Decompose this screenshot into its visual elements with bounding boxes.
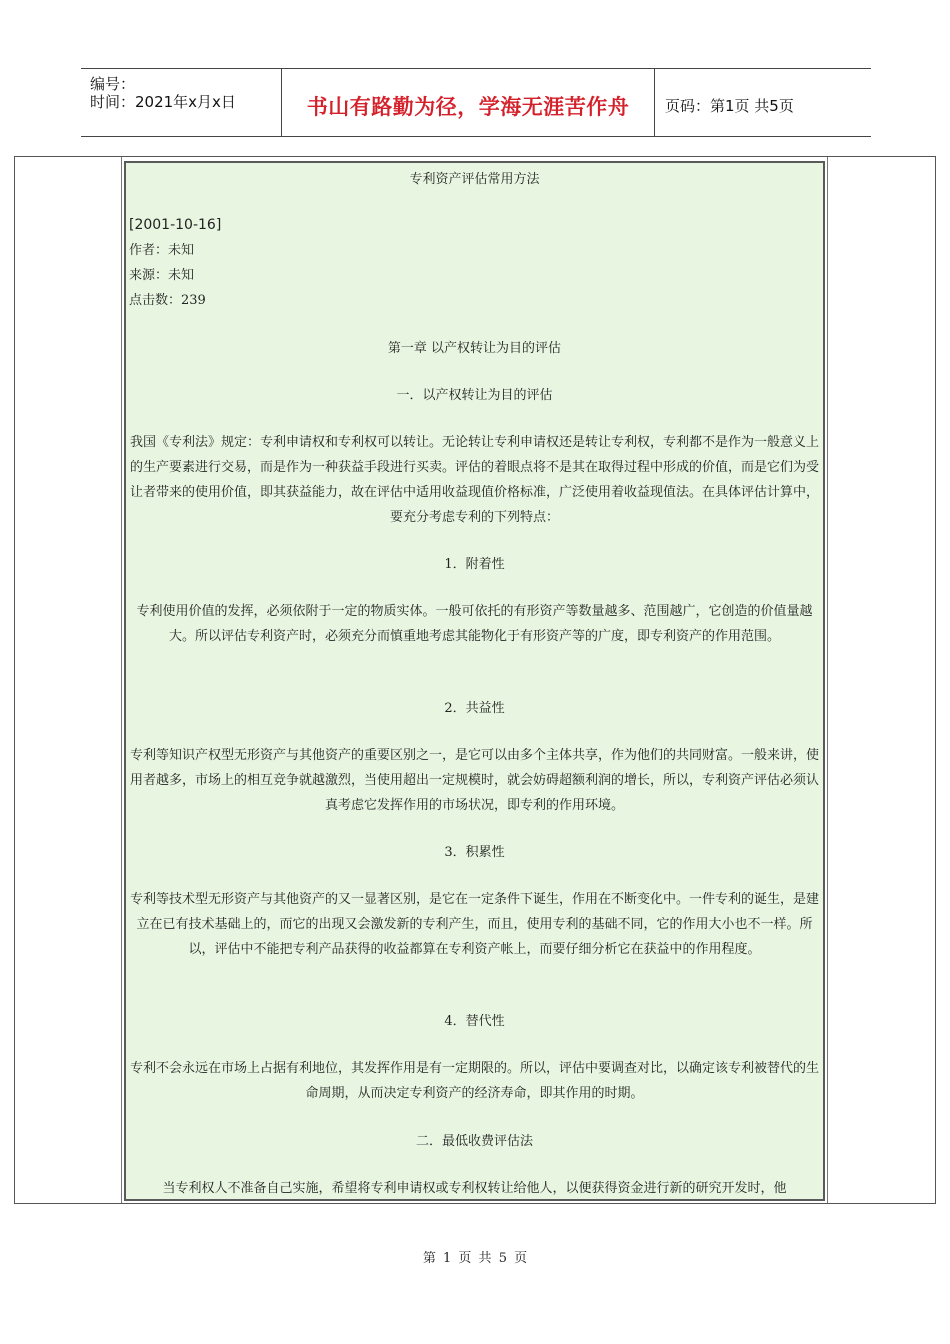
page-label: 页码：第1页 共5页 [665,97,794,115]
article-source: 来源：未知 [129,268,195,283]
subsection-heading: 2．共益性 [444,701,505,716]
paragraph: 当专利权人不准备自己实施，希望将专利申请权或专利权转让给他人，以便获得资金进行新的研究开发时，他 [162,1181,787,1196]
article-author: 作者：未知 [129,243,195,258]
page-footer: 第 1 页 共 5 页 [422,1251,528,1266]
header-table [81,68,871,137]
chapter-heading: 第一章 以产权转让为目的评估 [387,341,562,356]
article-title: 专利资产评估常用方法 [409,172,540,187]
motto: 书山有路勤为径，学海无涯苦作舟 [306,95,630,119]
time-label: 时间：2021年x月x日 [90,93,236,111]
section-heading: 一．以产权转让为目的评估 [396,388,553,403]
paragraph: 专利等技术型无形资产与其他资产的又一显著区别，是它在一定条件下诞生，作用在不断变化中。一件专利的诞生，是建立在已有技术基础上的，而它的出现又会激发新的专利产生，而且，使用专利的基础不同，它的作用大小也不一样。所以，评估中不能把专利产品获得的收益都算在专利资产帐上，而要仔细分析它在获益中的作用程度。 [130,892,820,957]
number-label: 编号： [90,75,136,93]
subsection-heading: 1．附着性 [444,557,505,572]
section-heading: 二．最低收费评估法 [415,1134,533,1149]
article-body [124,161,825,1201]
header-info-cell [81,69,282,136]
column-divider [121,157,122,1203]
paragraph: 专利等知识产权型无形资产与其他资产的重要区别之一，是它可以由多个主体共享，作为他们的共同财富。一般来讲，使用者越多，市场上的相互竞争就越激烈，当使用超出一定规模时，就会妨碍超额利润的增长，所以，专利资产评估必须认真考虑它发挥作用的市场状况，即专利的作用环境。 [130,748,820,813]
subsection-heading: 3．积累性 [444,845,505,860]
header-page-cell [655,69,871,136]
subsection-heading: 4．替代性 [444,1014,505,1029]
article-hits: 点击数：239 [129,293,206,308]
paragraph: 专利不会永远在市场上占据有利地位，其发挥作用是有一定期限的。所以，评估中要调查对比，以确定该专利被替代的生命周期，从而决定专利资产的经济寿命，即其作用的时期。 [130,1061,820,1101]
column-divider [827,157,828,1203]
header-motto-cell [282,69,655,136]
article-date: [2001-10-16] [129,217,222,233]
paragraph: 我国《专利法》规定：专利申请权和专利权可以转让。无论转让专利申请权还是转让专利权，专利都不是作为一般意义上的生产要素进行交易，而是作为一种获益手段进行买卖。评估的着眼点将不是其在取得过程中形成的价值，而是它们为受让者带来的使用价值，即其获益能力，故在评估中适用收益现值价格标准，广泛使用着收益现值法。在具体评估计算中，要充分考虑专利的下列特点： [130,435,820,525]
paragraph: 专利使用价值的发挥，必须依附于一定的物质实体。一般可依托的有形资产等数量越多、范围越广，它创造的价值量越大。所以评估专利资产时，必须充分而慎重地考虑其能物化于有形资产等的广度，即专利资产的作用范围。 [136,604,813,644]
